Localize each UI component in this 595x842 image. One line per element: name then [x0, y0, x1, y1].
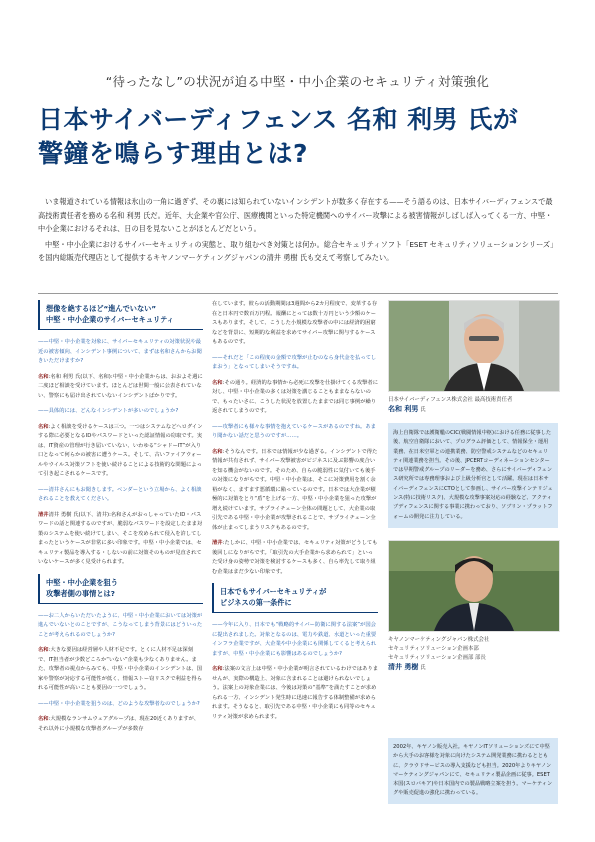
caption-organization: 日本サイバーディフェンス株式会社 最高技術責任者 [388, 397, 513, 403]
section-heading-1 [38, 300, 203, 330]
section-heading-3-line2: ビジネスの第一条件に [220, 598, 292, 607]
portrait-caption-kiyoi [388, 636, 558, 673]
question-text: ——お二人からいただいたように、中堅・中小企業においては対策が進んでいないとのことですが、こうなってしまう背景にはどういったことが考えられるのでしょうか? [38, 612, 203, 638]
honorific: 氏 [420, 407, 426, 413]
answer-text [38, 423, 203, 480]
body-text: 在しています。彼らの活動期間は3週間から2カ月程度で、変革する存在と日本円で数百万円程。報酬にとっては数十万円という少額のケースもあります。そして、こうした小規模な攻撃者の中には経済的困窮などを背景に、短期的な利益を求めてサイバー攻撃に関与するケースもあるのです。 [212, 301, 378, 345]
section-heading-3 [212, 583, 378, 613]
answer-body: :名和 利男 氏(以下、名和):中堅・中小企業からは、おおよそ週に二度ほど相談を受けています。ほとんどは世間一般に公表されていない、警察にも届け出されていないインシデントばかりです。 [38, 373, 203, 399]
divider [38, 293, 558, 294]
lead-paragraph-2: 中堅・中小企業におけるサイバーセキュリティの実態と、取り組むべき対策とは何か。総合セキュリティソフト「ESET セキュリティソリューションシリーズ」を国内総販売代理店として提供するキヤノンマーケティングジャパンの清井 勇樹 氏も交えて考察してみたい。 [38, 239, 558, 262]
portrait-image [389, 301, 559, 391]
answer-text [212, 379, 378, 417]
answer-text [212, 448, 378, 534]
section-heading-3-line1: 日本でもサイバーセキュリティが [220, 587, 327, 596]
article-title [38, 103, 568, 171]
speaker-label: 名和 [38, 647, 49, 653]
speaker-label: 名和 [38, 373, 49, 380]
bio-box-kiyoi: 2002年、キヤノン販売入社。キヤノンITソリューションズにて中堅から大手のお客様を対象に向けたシステム開発業務に携わるとともに、クラウドサービスの導入支援なども担当。2020年よりキヤノンマーケティングジャパンにて、セキュリティ製品企画に従事。ESET本国(スロバキア)や日本国内での製品戦略立案を担う。マーケティングや販売促進の強化に携わっている。 [388, 738, 558, 804]
column-3 [388, 300, 558, 673]
speaker-label: 清井 [212, 540, 223, 546]
section-heading-2 [38, 574, 203, 604]
answer-text [212, 539, 378, 577]
question-text: ——清井さんにもお聞きします。ベンダーという立場から、よく相談されることを教えてください。 [38, 486, 202, 502]
answer-body: 清井 勇樹 氏(以下、清井):名和さんがおっしゃっていたID・パスワードの話と関連するのですが、脆弱なパスワードを設定したまま対策のシステムを使い続けてしまい、そこを攻められて侵入を許してしまったというケースが非常に多い印象です。中堅・中小企業では、セキュリティ製品を導入する・しないの前に対策そのものが見直されていないケースが多く見受けられます。 [38, 511, 203, 565]
answer-body: :その通り。経済的な事情から必死に攻撃を仕掛けてくる攻撃者に対し、中堅・中小企業の多くは対策を講じることもままならないので、もったいさに、こうした状況を放置したままでは同じ事例が繰り返されてしまうのです。 [212, 379, 379, 414]
answer-body: :そうなんです。日本では情報が少な過ぎる。インシデントで得た情報が共有されず、サイバー攻撃被害がビジネスに及ぶ影響の度合いを知る機会がないのです。そのため、自らの脆弱性に気付いても後手の対策になりがちです。中堅・中小企業は、そこに対策費用を割く余裕がなく、ますます悪循環に陥っているのです。日本では大企業が積極的に対策をとり“盾”を上げる一方、中堅・中小企業を狙った攻撃が増え続けています。サプライチェーン全体の問題として、大企業の取引先である中堅・中小企業が攻撃されることで、サプライチェーン全体が止まってしまうリスクもあるのです。 [212, 448, 378, 531]
answer-text [38, 511, 203, 568]
caption-organization: キヤノンマーケティングジャパン株式会社 [388, 636, 490, 643]
article-lead [38, 195, 558, 267]
portrait-caption-nawa [388, 396, 558, 415]
portrait-photo-kiyoi [388, 540, 560, 632]
speaker-label: 名和 [212, 379, 223, 386]
answer-body: :よく相談を受けるケースは三つ。一つはシステムなどへログインする際に必要となるIDやパスワードといった認証情報の窃取です。実は、IT資産の管理が行き届いていない、いわゆる“シャドーIT”が入り口となって何らかの被害に遭うケース。そして、古いファイアウォールやウイルス対策ソフトを使い続けることによる技術的な問題によって引き起こされるケースです。 [38, 423, 203, 477]
question-text: ——中堅・中小企業を対象に、サイバーセキュリティの対策状況や最近の被害傾向、インシデント事例について、まずは名和さんからお聞きいただけますか? [38, 339, 202, 364]
column-1 [38, 300, 203, 740]
question-text: ——具体的には、どんなインシデントが多いのでしょうか? [38, 408, 179, 414]
title-line-1: 日本サイバーディフェンス 名和 利男 氏が [38, 105, 519, 134]
speaker-label: 清井 [38, 511, 49, 518]
speaker-label: 名和 [38, 423, 49, 430]
question-text: ——それだと「この程度の金額で攻撃が止むのなら身代金を払ってしまおう」となってしまいそうですね。 [212, 354, 377, 370]
section-heading-1-line1: 想像を絶するほど“進んでいない” [46, 304, 157, 313]
article-subtitle: “待ったなし”の状況が迫る中堅・中小企業のセキュリティ対策強化 [105, 74, 490, 89]
person-name: 清井 勇樹 [388, 662, 419, 671]
answer-body: :たしかに、中堅・中小企業では、セキュリティ対策がどうしても後回しになりがちです。「取引先の大手企業から求められて」といった受け身の姿勢で対策を検討するケースも多く、自ら率先して取り組む企業はまだ少ない印象です。 [212, 540, 378, 575]
speaker-label: 名和 [212, 448, 223, 455]
speaker-label: 名和 [212, 666, 223, 672]
speaker-label: 名和 [38, 716, 49, 722]
column-2 [212, 300, 378, 728]
portrait-photo-nawa [388, 300, 560, 392]
honorific: 氏 [420, 664, 426, 671]
answer-body: :大きな要因は経営層や人材不足です。とくに人材不足は深刻で、IT担当者が少数どころか“いない”企業も少なくありません。また、攻撃者の視点からみても、中堅・中小企業のインシデントは、国家や警察が対応する可能性が低く、情報ストー窃リスクで利益を得られる可能性が高いことも要因の一つでしょう。 [38, 647, 202, 691]
answer-text [38, 646, 203, 694]
answer-text [38, 373, 203, 402]
question-text: ——今年に入り、日本でも“戦略的サイバー防衛に関する法案”が国会に提出されました。対象となるのは、電力や鉄道、水道といった重要インフラ企業ですが、大企業や中小企業にも関係してくると考えられますが、中堅・中小企業にも影響はあるのでしょうか? [212, 622, 377, 657]
bio-box-nawa: 海上自衛隊では護衛艦のCIC(戦闘情報中枢)における任務に従事した後、航空自衛隊において、プログラム評価として、情報保全・運用業務、在日米空軍との連携業務、防空警戒システムなどのセキュリティ関連業務を担当。その後、JPCERTコーディネーションセンターでは早期警戒グループのリーダーを務め、さらにサイバーディフェンス研究所では専務理事および上級分析官として活躍。現在は日本サイバーディフェンスにCTOとして参画し、サイバー攻撃インテリジェンス(特に技術リスク)、大規模な攻撃事案対応の経験など、アクティブディフェンスに関する事業に携わっており、ソブリン・プラットフォームの開発に注力している。 [388, 423, 558, 528]
answer-body: :法案の文言上は中堅・中小企業が明言されているわけではありませんが、実際の構造上、対象に含まれることは避けられないでしょう。法案上の対象企業には、今後は対策の“基準”を満たすことが求められる一方、インシデント発生時に迅速に報告する体制整備が求められます。そうなると、取引先である中堅・中小企業にも同等のセキュリティ対策が求められます。 [212, 666, 379, 720]
portrait-image [389, 541, 559, 631]
answer-text [38, 715, 203, 734]
answer-body: :大規模なランサムウェアグループは、現在20近くありますが、それ以外に小規模な攻撃者グループが多数存 [38, 716, 200, 732]
question-text: ——中堅・中小企業を狙うのは、どのような攻撃者なのでしょうか? [38, 700, 200, 707]
section-heading-1-line2: 中堅・中小企業のサイバーセキュリティ [46, 315, 174, 324]
question-text: ——攻撃者にも様々な事情を抱えているケースがあるのですね。あまり聞かない話だと思うのですが……。 [212, 423, 376, 439]
person-name: 名和 利男 [388, 405, 419, 413]
caption-title: セキュリティソリューション企画部 部長 [388, 654, 486, 661]
lead-paragraph-1: いま報道されている情報は氷山の一角に過ぎず、その裏には知られていないインシデントが数多く存在する——そう語るのは、日本サイバーディフェンスで最高技術責任者を務める名和 利男 氏だ。近年、大企業や官公庁、医療機関といった特定機関へのサイバー攻撃による被害情報がしばしば入ってくる一方、中堅・中小企業におけるそれは、日の目を見ないことがほとんどだという。 [38, 197, 553, 233]
section-heading-2-line2: 攻撃者側の事情とは? [46, 588, 115, 598]
title-line-2: 警鐘を鳴らす理由とは? [38, 139, 309, 168]
section-heading-2-line1: 中堅・中小企業を狙う [46, 577, 118, 587]
answer-text [212, 665, 378, 722]
caption-department: セキュリティソリューション企画本部 [388, 645, 479, 652]
